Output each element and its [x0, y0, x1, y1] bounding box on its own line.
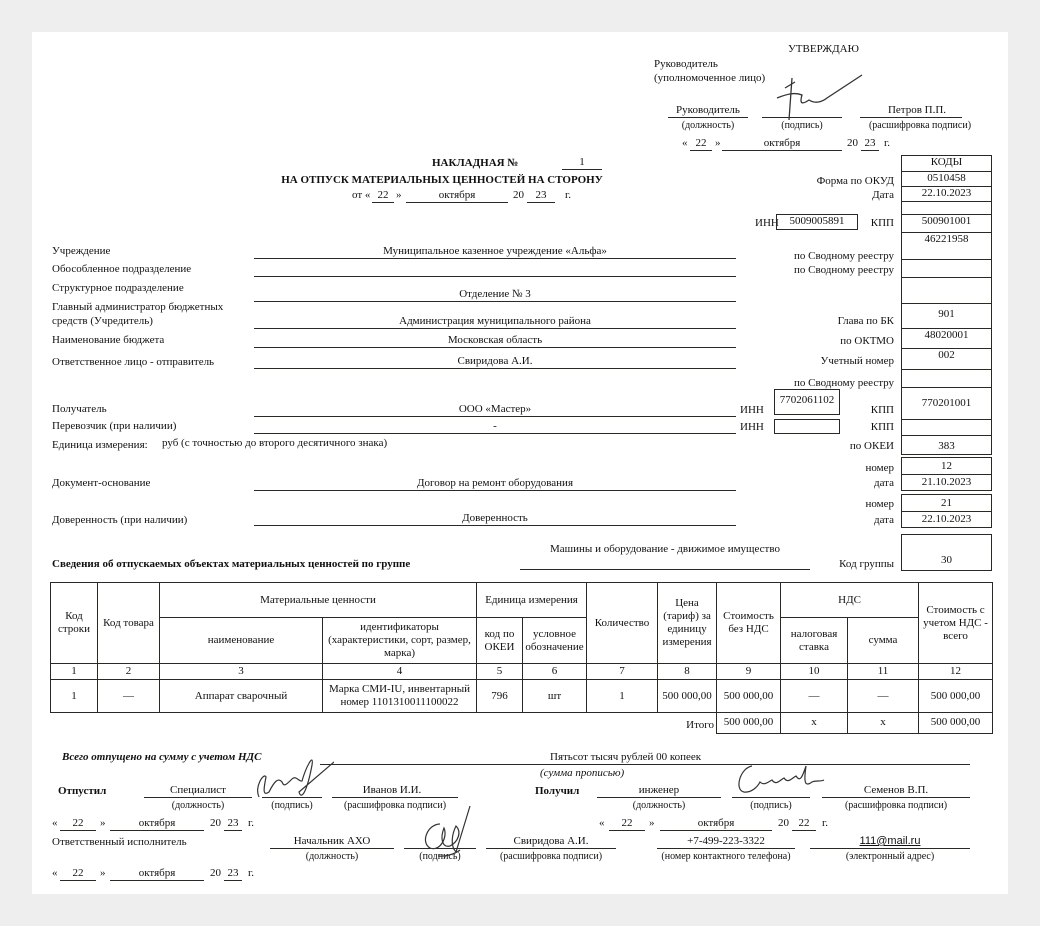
admin-value: Администрация муниципального района: [399, 315, 591, 327]
col-number: 6: [523, 664, 587, 680]
released-label: Отпустил: [58, 785, 107, 797]
group-name: Машины и оборудование - движимое имущество: [550, 543, 780, 555]
header-date-month: октября: [438, 189, 476, 201]
document-subtitle: НА ОТПУСК МАТЕРИАЛЬНЫХ ЦЕННОСТЕЙ НА СТОРОНУ: [281, 174, 603, 186]
received-signature-caption: (подпись): [750, 800, 792, 811]
header-date-close: »: [396, 189, 402, 201]
released-signature-icon: [244, 747, 334, 807]
th-okei-code: код по ОКЕИ: [477, 618, 523, 664]
table-row: [51, 680, 993, 713]
admin-label: Главный администратор бюджетных: [52, 301, 224, 313]
th-vat-rate: налоговая ставка: [781, 618, 848, 664]
th-row-code: Код строки: [51, 583, 98, 664]
inn-label: ИНН: [755, 217, 779, 229]
bk-label: Глава по БК: [837, 315, 894, 327]
carrier-label: Перевозчик (при наличии): [52, 420, 177, 432]
received-label: Получил: [535, 785, 580, 797]
registry-value-2: [902, 259, 991, 278]
admin-label-2: средств (Учредитель): [52, 315, 153, 327]
carrier-value: -: [493, 420, 497, 432]
date-label: Дата: [872, 189, 894, 201]
received-date-month: октября: [697, 817, 735, 829]
approve-head-label: Руководитель: [654, 58, 718, 70]
proxy-number: 21: [902, 495, 991, 512]
executor-name: Свиридова А.И.: [513, 835, 589, 847]
received-position: инженер: [638, 784, 680, 796]
col-number: 12: [919, 664, 993, 680]
total-label: Итого: [686, 719, 715, 731]
col-number: 3: [160, 664, 323, 680]
received-name: Семенов В.П.: [863, 784, 929, 796]
cell-row-code: 1: [51, 680, 98, 713]
executor-position-caption: (должность): [305, 851, 359, 862]
cell-unit-symbol: шт: [523, 680, 587, 713]
okud-label: Форма по ОКУД: [816, 175, 894, 187]
received-signature-icon: [732, 760, 832, 800]
executor-date-month: октября: [138, 867, 176, 879]
registry-label-3: по Сводному реестру: [794, 377, 894, 389]
received-name-caption: (расшифровка подписи): [844, 800, 948, 811]
executor-phone: +7-499-223-3322: [687, 835, 765, 847]
executor-signature-icon: [410, 802, 480, 862]
header-date-year: 23: [535, 189, 547, 201]
proxy-date: 22.10.2023: [921, 513, 972, 525]
executor-phone-caption: (номер контактного телефона): [661, 851, 791, 862]
executor-position: Начальник АХО: [293, 835, 371, 847]
document-title: НАКЛАДНАЯ №: [432, 157, 519, 169]
col-number: 11: [848, 664, 919, 680]
doc-number: 12: [902, 458, 991, 475]
unit-label: Единица измерения:: [52, 439, 148, 451]
recipient-kpp-label: КПП: [870, 404, 894, 416]
released-date-month: октября: [138, 817, 176, 829]
column-numbers-row: [51, 664, 993, 680]
received-date-century: 20: [778, 817, 789, 829]
received-date-day: 22: [621, 817, 633, 829]
approve-name: Петров П.П.: [887, 104, 947, 116]
total-cost-no-vat: 500 000,00: [717, 713, 781, 734]
released-date-century: 20: [210, 817, 221, 829]
th-cost-no-vat: Стоимость без НДС: [717, 583, 781, 664]
bk-value: 901: [902, 303, 991, 330]
th-values: Материальные ценности: [160, 583, 477, 618]
th-vat: НДС: [781, 583, 919, 618]
group-code-label: Код группы: [839, 558, 894, 570]
received-date-open: «: [599, 817, 605, 829]
executor-date-open: «: [52, 867, 58, 879]
oktmo-value: 48020001: [902, 328, 991, 347]
approve-date-year: 23: [864, 137, 876, 149]
executor-date-close: »: [100, 867, 106, 879]
waybill-document: [32, 32, 1008, 894]
released-date-day: 22: [72, 817, 84, 829]
th-price: Цена (тариф) за единицу измерения: [658, 583, 717, 664]
approve-signature-caption: (подпись): [781, 120, 823, 131]
released-date-open: «: [52, 817, 58, 829]
col-number: 1: [51, 664, 98, 680]
cell-cost-with-vat: 500 000,00: [919, 680, 993, 713]
oktmo-label: по ОКТМО: [840, 335, 894, 347]
recipient-inn-label: ИНН: [740, 404, 764, 416]
cell-cost-no-vat: 500 000,00: [717, 680, 781, 713]
basis-value: Договор на ремонт оборудования: [416, 477, 574, 489]
structural-label: Структурное подразделение: [52, 282, 184, 294]
budget-value: Московская область: [447, 334, 543, 346]
account-label: Учетный номер: [820, 355, 894, 367]
approve-date-open: «: [682, 137, 688, 149]
released-name: Иванов И.И.: [362, 784, 422, 796]
th-cost-with-vat: Стоимость с учетом НДС - всего: [919, 583, 993, 664]
okud-value: 0510458: [902, 171, 991, 186]
carrier-inn: [774, 419, 840, 434]
approve-name-caption: (расшифровка подписи): [868, 120, 972, 131]
released-name-caption: (расшифровка подписи): [343, 800, 447, 811]
approve-date-century: 20: [847, 137, 858, 149]
executor-date-suffix: г.: [248, 867, 255, 879]
th-vat-sum: сумма: [848, 618, 919, 664]
proxy-label: Доверенность (при наличии): [52, 514, 188, 526]
executor-email-caption: (электронный адрес): [845, 851, 935, 862]
sender-value: Свиридова А.И.: [457, 355, 533, 367]
cell-price: 500 000,00: [658, 680, 717, 713]
group-code: 30: [901, 534, 992, 571]
carrier-kpp: [902, 419, 991, 434]
cell-name: Аппарат сварочный: [160, 680, 323, 713]
codes-title: КОДЫ: [902, 155, 991, 170]
approve-date-suffix: г.: [884, 137, 891, 149]
kpp-label: КПП: [870, 217, 894, 229]
doc-box: [901, 457, 992, 491]
group-section-label: Сведения об отпускаемых объектах материальных ценностей по группе: [52, 558, 411, 570]
institution-value: Муниципальное казенное учреждение «Альфа»: [383, 245, 607, 257]
th-unit-symbol: условное обозначение: [523, 618, 587, 664]
released-date-year: 23: [227, 817, 239, 829]
institution-label: Учреждение: [52, 245, 111, 257]
executor-date-century: 20: [210, 867, 221, 879]
approve-position-caption: (должность): [681, 120, 735, 131]
total-cost-with-vat: 500 000,00: [919, 713, 993, 734]
proxy-value: Доверенность: [462, 512, 528, 524]
received-date-close: »: [649, 817, 655, 829]
cell-quantity: 1: [587, 680, 658, 713]
approve-date-day: 22: [695, 137, 707, 149]
col-number: 4: [323, 664, 477, 680]
doc-date: 21.10.2023: [921, 476, 972, 488]
col-number: 2: [98, 664, 160, 680]
released-position-caption: (должность): [171, 800, 225, 811]
carrier-kpp-label: КПП: [870, 421, 894, 433]
unit-value: руб (с точностью до второго десятичного знака): [162, 437, 388, 449]
header-date-century: 20: [513, 189, 524, 201]
items-table: [50, 582, 993, 734]
received-date-suffix: г.: [822, 817, 829, 829]
cell-identifiers: Марка СМИ-IU, инвентарный номер 1101310011100022: [323, 680, 477, 713]
approve-position: Руководитель: [676, 104, 740, 116]
approve-head-label-2: (уполномоченное лицо): [654, 72, 766, 84]
received-position-caption: (должность): [632, 800, 686, 811]
recipient-inn: 7702061102: [774, 389, 840, 415]
cell-item-code: —: [98, 680, 160, 713]
col-number: 5: [477, 664, 523, 680]
approve-date-close: »: [715, 137, 721, 149]
cell-okei-code: 796: [477, 680, 523, 713]
executor-name-caption: (расшифровка подписи): [499, 851, 603, 862]
header-date-from: от «: [352, 189, 371, 201]
total-vat-rate: x: [781, 713, 848, 734]
registry-value-1: 46221958: [902, 232, 991, 259]
proxy-date-label: дата: [873, 514, 894, 526]
total-vat-sum: x: [848, 713, 919, 734]
released-date-close: »: [100, 817, 106, 829]
cell-vat-sum: —: [848, 680, 919, 713]
th-quantity: Количество: [587, 583, 658, 664]
released-signature-caption: (подпись): [271, 800, 313, 811]
date-value: 22.10.2023: [902, 186, 991, 201]
recipient-value: ООО «Мастер»: [458, 403, 532, 415]
inn-value: 5009005891: [776, 214, 858, 230]
th-unit: Единица измерения: [477, 583, 587, 618]
proxy-box: [901, 494, 992, 528]
codes-column: [901, 155, 992, 455]
header-date-day: 22: [377, 189, 389, 201]
total-row: [51, 713, 993, 734]
doc-number-label: номер: [865, 462, 894, 474]
approve-title: УТВЕРЖДАЮ: [788, 43, 859, 55]
carrier-inn-label: ИНН: [740, 421, 764, 433]
sender-label: Ответственное лицо - отправитель: [52, 356, 215, 368]
released-position: Специалист: [170, 784, 226, 796]
kpp-value: 500901001: [902, 214, 991, 229]
approve-signature-icon: [767, 70, 867, 125]
total-sum-caption: (сумма прописью): [540, 767, 625, 779]
executor-label: Ответственный исполнитель: [52, 836, 187, 848]
col-number: 9: [717, 664, 781, 680]
okei-label: по ОКЕИ: [849, 440, 894, 452]
registry-value-3: [902, 369, 991, 387]
col-number: 7: [587, 664, 658, 680]
cell-vat-rate: —: [781, 680, 848, 713]
budget-label: Наименование бюджета: [52, 334, 165, 346]
doc-date-label: дата: [873, 477, 894, 489]
col-number: 10: [781, 664, 848, 680]
registry-label-1: по Сводному реестру: [794, 250, 894, 262]
executor-email-link[interactable]: 111@mail.ru: [859, 835, 921, 847]
recipient-kpp: 770201001: [902, 387, 991, 418]
approve-date-month: октября: [763, 137, 801, 149]
executor-date-year: 23: [227, 867, 239, 879]
th-item-code: Код товара: [98, 583, 160, 664]
th-identifiers: идентификаторы (характеристики, сорт, размер, марка): [323, 618, 477, 664]
th-name: наименование: [160, 618, 323, 664]
separate-label: Обособленное подразделение: [52, 263, 192, 275]
document-number: 1: [579, 156, 585, 168]
header-date-suffix: г.: [565, 189, 572, 201]
recipient-label: Получатель: [52, 403, 107, 415]
registry-label-2: по Сводному реестру: [794, 264, 894, 276]
total-sum-label: Всего отпущено на сумму с учетом НДС: [62, 751, 262, 763]
executor-signature-caption: (подпись): [419, 851, 461, 862]
structural-value: Отделение № 3: [459, 288, 531, 300]
released-date-suffix: г.: [248, 817, 255, 829]
executor-date-day: 22: [72, 867, 84, 879]
total-sum-words: Пятьсот тысяч рублей 00 копеек: [550, 751, 702, 763]
basis-label: Документ-основание: [52, 477, 151, 489]
received-date-year: 22: [798, 817, 810, 829]
okei-value: 383: [902, 435, 991, 454]
proxy-number-label: номер: [865, 498, 894, 510]
col-number: 8: [658, 664, 717, 680]
account-value: 002: [902, 348, 991, 369]
